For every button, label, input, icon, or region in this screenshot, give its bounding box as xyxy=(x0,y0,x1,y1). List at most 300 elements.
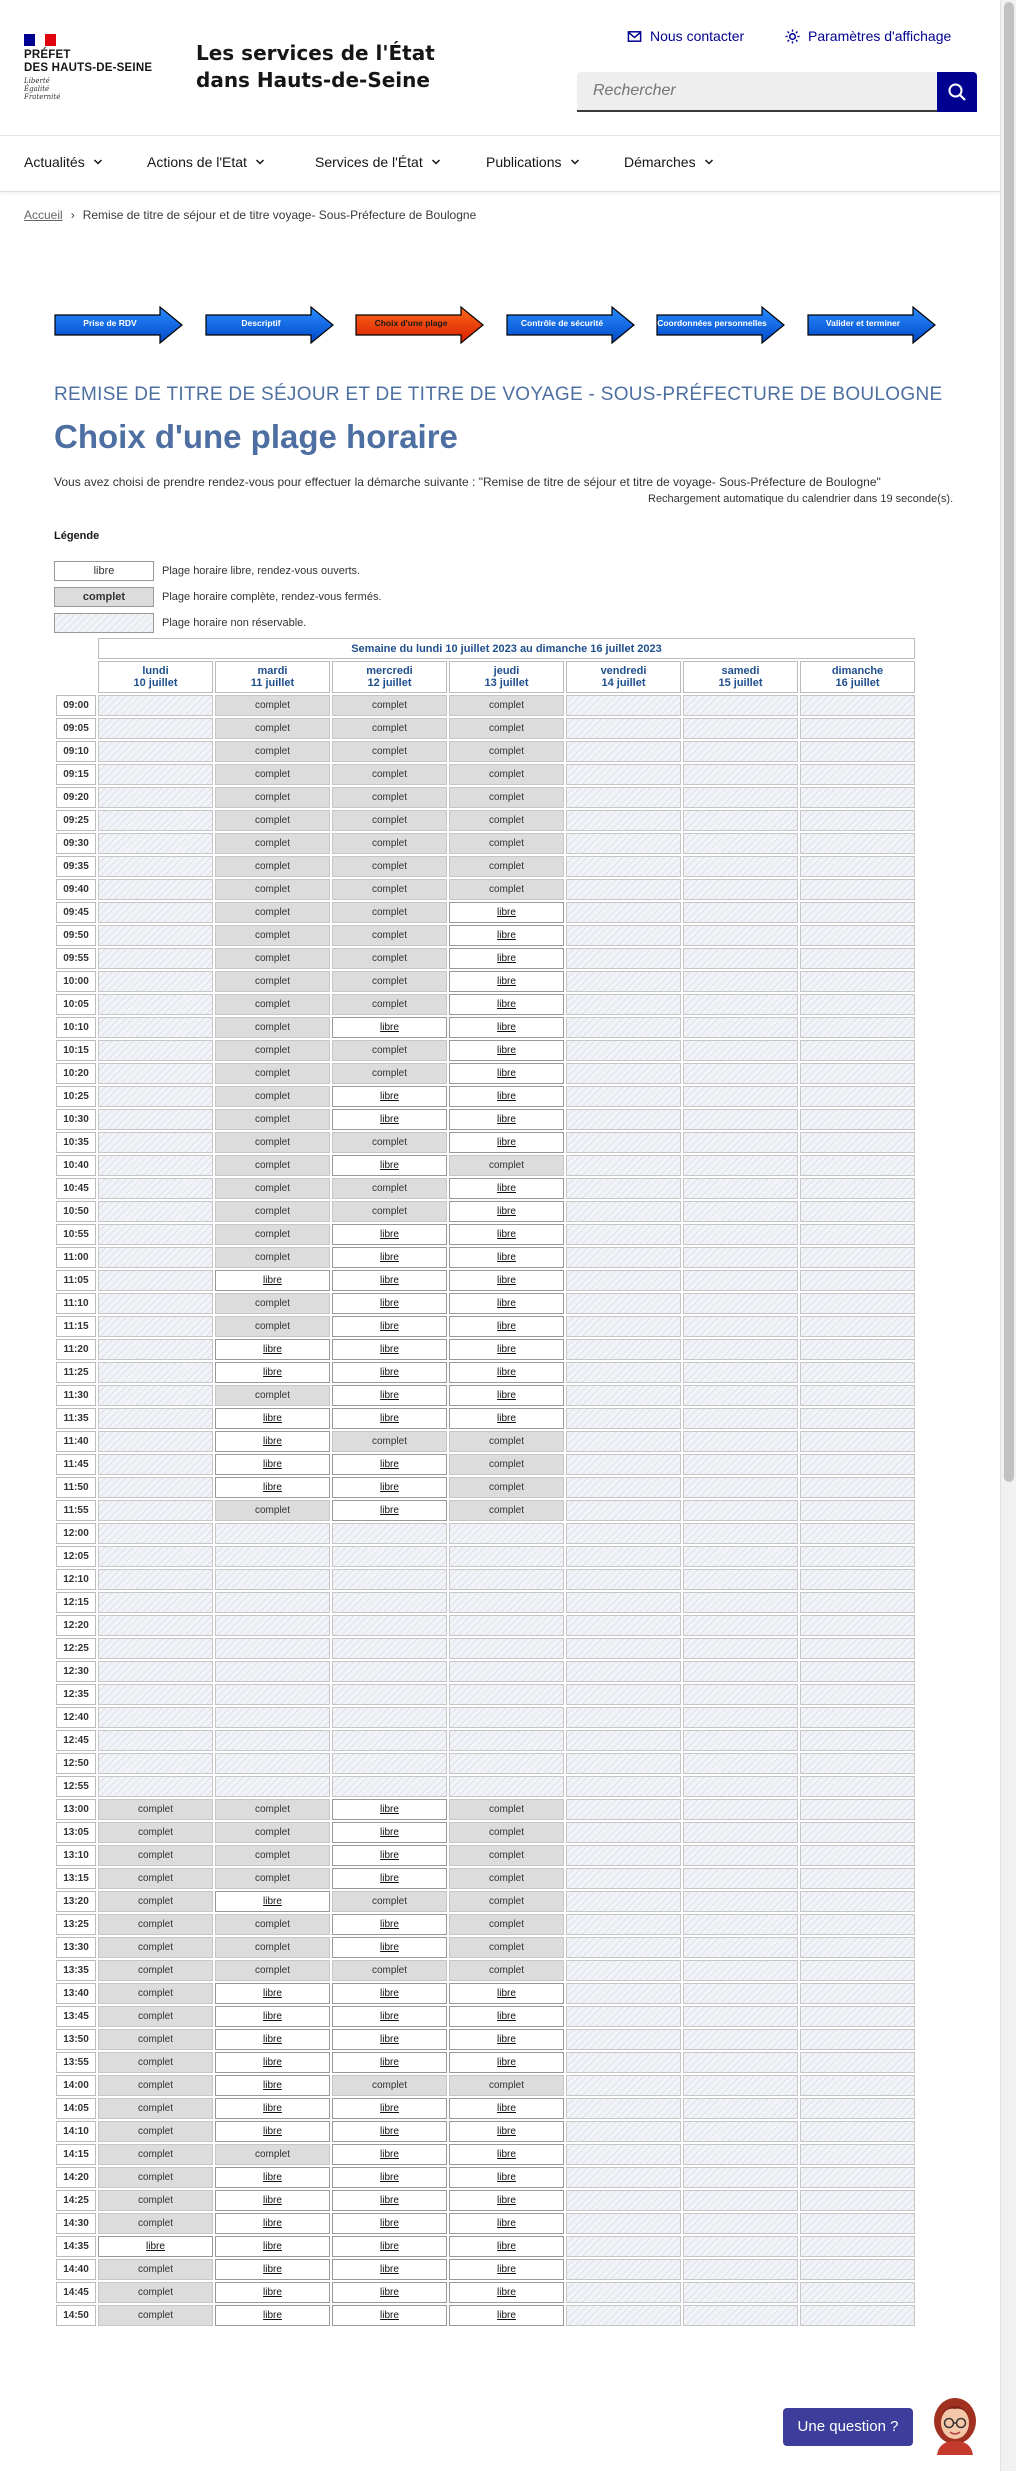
slot-free-link[interactable]: libre xyxy=(263,2126,282,2137)
slot-unavailable xyxy=(683,1063,798,1084)
time-row xyxy=(56,2098,915,2119)
site-title[interactable]: Les services de l'État dans Hauts-de-Seine xyxy=(196,41,435,92)
slot-unavailable xyxy=(800,1707,915,1728)
slot-free-link[interactable]: libre xyxy=(263,2310,282,2321)
slot-unavailable xyxy=(683,1431,798,1452)
slot-free-link[interactable]: libre xyxy=(380,1229,399,1240)
slot-free-link[interactable]: libre xyxy=(497,2011,516,2022)
day-header xyxy=(449,661,564,693)
slot-free[interactable] xyxy=(332,2121,447,2142)
slot-free[interactable] xyxy=(449,2144,564,2165)
slot-unavailable xyxy=(566,1799,681,1820)
slot-free[interactable] xyxy=(449,902,564,923)
slot-free[interactable] xyxy=(215,2052,330,2073)
slot-free-link[interactable]: libre xyxy=(380,2241,399,2252)
slot-free-link[interactable]: libre xyxy=(497,1367,516,1378)
slot-free-link[interactable]: libre xyxy=(497,2103,516,2114)
slot-full: complet xyxy=(449,718,564,739)
slot-full: complet xyxy=(449,1891,564,1912)
slot-free-link[interactable]: libre xyxy=(497,1413,516,1424)
slot-unavailable xyxy=(800,1569,915,1590)
slot-unavailable xyxy=(683,971,798,992)
slot-free-link[interactable]: libre xyxy=(380,2126,399,2137)
slot-unavailable xyxy=(683,833,798,854)
slot-free-link[interactable]: libre xyxy=(263,1436,282,1447)
slot-full: complet xyxy=(215,1017,330,1038)
slot-free-link[interactable]: libre xyxy=(263,2103,282,2114)
slot-full: complet xyxy=(449,1937,564,1958)
slot-unavailable xyxy=(683,1868,798,1889)
slot-free[interactable] xyxy=(215,2006,330,2027)
slot-free-link[interactable]: libre xyxy=(380,1344,399,1355)
slot-unavailable xyxy=(800,1224,915,1245)
slot-unavailable xyxy=(98,1201,213,1222)
slot-unavailable xyxy=(566,1684,681,1705)
slot-unavailable xyxy=(449,1615,564,1636)
slot-free[interactable] xyxy=(215,2259,330,2280)
slot-free[interactable] xyxy=(332,1224,447,1245)
slot-free-link[interactable]: libre xyxy=(263,1275,282,1286)
slot-free[interactable] xyxy=(449,1201,564,1222)
slot-full: complet xyxy=(332,810,447,831)
slot-unavailable xyxy=(449,1592,564,1613)
slot-free[interactable] xyxy=(332,1822,447,1843)
slot-free-link[interactable]: libre xyxy=(263,1413,282,1424)
slot-free[interactable] xyxy=(449,1132,564,1153)
slot-free-link[interactable]: libre xyxy=(380,1850,399,1861)
slot-free-link[interactable]: libre xyxy=(497,1321,516,1332)
slot-free[interactable] xyxy=(332,1109,447,1130)
slot-free[interactable] xyxy=(449,1178,564,1199)
booking-calendar xyxy=(54,636,917,2328)
slot-unavailable xyxy=(566,879,681,900)
slot-free-link[interactable]: libre xyxy=(497,2057,516,2068)
display-settings-link[interactable]: Paramètres d'affichage xyxy=(785,28,951,44)
slot-free-link[interactable]: libre xyxy=(380,1827,399,1838)
slot-unavailable xyxy=(98,902,213,923)
slot-free[interactable] xyxy=(449,1017,564,1038)
slot-free[interactable] xyxy=(215,1891,330,1912)
slot-unavailable xyxy=(566,1408,681,1429)
slot-free[interactable] xyxy=(449,2190,564,2211)
slot-free-link[interactable]: libre xyxy=(263,2241,282,2252)
slot-free[interactable] xyxy=(332,1914,447,1935)
slot-free-link[interactable]: libre xyxy=(263,2080,282,2091)
nav-item-publications[interactable]: Publications xyxy=(486,154,580,170)
slot-full: complet xyxy=(215,994,330,1015)
slot-free-link[interactable]: libre xyxy=(263,2287,282,2298)
slot-unavailable xyxy=(449,1546,564,1567)
slot-unavailable xyxy=(566,1293,681,1314)
slot-free[interactable] xyxy=(332,1937,447,1958)
slot-free-link[interactable]: libre xyxy=(497,2310,516,2321)
slot-free[interactable] xyxy=(449,2006,564,2027)
slot-free[interactable] xyxy=(215,1431,330,1452)
slot-free-link[interactable]: libre xyxy=(497,1091,516,1102)
slot-free[interactable] xyxy=(332,1983,447,2004)
scrollbar-thumb[interactable] xyxy=(1004,2,1014,1482)
slot-free[interactable] xyxy=(215,2029,330,2050)
slot-full: complet xyxy=(449,810,564,831)
slot-unavailable xyxy=(566,2282,681,2303)
slot-free[interactable] xyxy=(215,1983,330,2004)
slot-free-link[interactable]: libre xyxy=(380,1413,399,1424)
slot-unavailable xyxy=(332,1615,447,1636)
slot-free[interactable] xyxy=(332,2144,447,2165)
time-row xyxy=(56,787,915,808)
slot-free-link[interactable]: libre xyxy=(497,1298,516,1309)
slot-unavailable xyxy=(566,1109,681,1130)
slot-free-link[interactable]: libre xyxy=(497,1183,516,1194)
slot-free[interactable] xyxy=(332,1017,447,1038)
slot-unavailable xyxy=(800,1822,915,1843)
slot-free[interactable] xyxy=(449,2282,564,2303)
slot-unavailable xyxy=(449,1730,564,1751)
slot-free-link[interactable]: libre xyxy=(380,1919,399,1930)
slot-free[interactable] xyxy=(215,1454,330,1475)
time-row xyxy=(56,1845,915,1866)
slot-unavailable xyxy=(566,1339,681,1360)
slot-free-link[interactable]: libre xyxy=(497,1344,516,1355)
slot-free[interactable] xyxy=(449,1086,564,1107)
slot-unavailable xyxy=(566,994,681,1015)
slot-unavailable xyxy=(683,1684,798,1705)
slot-free-link[interactable]: libre xyxy=(380,1252,399,1263)
slot-free[interactable] xyxy=(215,2098,330,2119)
time-label: 13:00 xyxy=(56,1799,96,1820)
slot-free-link[interactable]: libre xyxy=(380,2218,399,2229)
search-bar xyxy=(577,72,977,112)
slot-unavailable xyxy=(683,902,798,923)
breadcrumb-home[interactable]: Accueil xyxy=(24,208,63,222)
slot-free[interactable] xyxy=(449,948,564,969)
slot-free[interactable] xyxy=(332,1477,447,1498)
slot-unavailable xyxy=(683,2121,798,2142)
slot-free[interactable] xyxy=(98,2236,213,2257)
slot-free-link[interactable]: libre xyxy=(497,2241,516,2252)
slot-unavailable xyxy=(800,1339,915,1360)
slot-free-link[interactable]: libre xyxy=(263,2034,282,2045)
slot-free-link[interactable]: libre xyxy=(497,1045,516,1056)
slot-free[interactable] xyxy=(332,1845,447,1866)
slot-free-link[interactable]: libre xyxy=(380,1873,399,1884)
search-input[interactable] xyxy=(577,72,937,112)
slot-free[interactable] xyxy=(449,1063,564,1084)
time-row xyxy=(56,1201,915,1222)
slot-free-link[interactable]: libre xyxy=(497,1068,516,1079)
slot-free-link[interactable]: libre xyxy=(497,2287,516,2298)
slot-free[interactable] xyxy=(449,1339,564,1360)
slot-free-link[interactable]: libre xyxy=(380,2103,399,2114)
slot-unavailable xyxy=(683,1132,798,1153)
slot-free-link[interactable]: libre xyxy=(497,1229,516,1240)
slot-free[interactable] xyxy=(215,2121,330,2142)
slot-free[interactable] xyxy=(332,2052,447,2073)
slot-free-link[interactable]: libre xyxy=(497,1022,516,1033)
slot-free-link[interactable]: libre xyxy=(380,1160,399,1171)
slot-unavailable xyxy=(98,856,213,877)
time-row xyxy=(56,1316,915,1337)
slot-free[interactable] xyxy=(449,2052,564,2073)
slot-full: complet xyxy=(98,1822,213,1843)
time-row xyxy=(56,856,915,877)
slot-unavailable xyxy=(683,1086,798,1107)
slot-unavailable xyxy=(800,1845,915,1866)
slot-free[interactable] xyxy=(449,2167,564,2188)
nav-item-actions-etat[interactable]: Actions de l'Etat xyxy=(147,154,265,170)
slot-free[interactable] xyxy=(449,1270,564,1291)
slot-free-link[interactable]: libre xyxy=(263,2172,282,2183)
slot-free[interactable] xyxy=(449,2213,564,2234)
slot-unavailable xyxy=(566,925,681,946)
slot-free-link[interactable]: libre xyxy=(497,2126,516,2137)
slot-free[interactable] xyxy=(215,1339,330,1360)
slot-free[interactable] xyxy=(332,1868,447,1889)
slot-unavailable xyxy=(800,1592,915,1613)
slot-free[interactable] xyxy=(332,1454,447,1475)
slot-free[interactable] xyxy=(449,1040,564,1061)
slot-free-link[interactable]: libre xyxy=(380,2149,399,2160)
slot-free-link[interactable]: libre xyxy=(497,2034,516,2045)
slot-free[interactable] xyxy=(215,1408,330,1429)
slot-free[interactable] xyxy=(332,1500,447,1521)
slot-full: complet xyxy=(449,1155,564,1176)
slot-full: complet xyxy=(332,787,447,808)
slot-free[interactable] xyxy=(449,2236,564,2257)
slot-free[interactable] xyxy=(332,2006,447,2027)
slot-free[interactable] xyxy=(449,2029,564,2050)
slot-free-link[interactable]: libre xyxy=(380,2011,399,2022)
slot-free[interactable] xyxy=(332,1270,447,1291)
slot-free[interactable] xyxy=(215,2167,330,2188)
time-label: 13:25 xyxy=(56,1914,96,1935)
slot-free-link[interactable]: libre xyxy=(380,1367,399,1378)
slot-full: complet xyxy=(332,1960,447,1981)
slot-free-link[interactable]: libre xyxy=(380,2287,399,2298)
slot-free-link[interactable]: libre xyxy=(497,953,516,964)
slot-free-link[interactable]: libre xyxy=(263,1344,282,1355)
slot-unavailable xyxy=(683,1040,798,1061)
page-scrollbar[interactable] xyxy=(1000,0,1016,2471)
slot-free-link[interactable]: libre xyxy=(497,999,516,1010)
slot-free[interactable] xyxy=(332,2167,447,2188)
slot-unavailable xyxy=(449,1776,564,1797)
slot-free-link[interactable]: libre xyxy=(497,1390,516,1401)
time-row xyxy=(56,1914,915,1935)
slot-free[interactable] xyxy=(215,2190,330,2211)
slot-free-link[interactable]: libre xyxy=(263,2264,282,2275)
slot-free-link[interactable]: libre xyxy=(380,1390,399,1401)
slot-unavailable xyxy=(566,1753,681,1774)
slot-free[interactable] xyxy=(449,1109,564,1130)
time-row xyxy=(56,2305,915,2326)
slot-free[interactable] xyxy=(332,2259,447,2280)
slot-free-link[interactable]: libre xyxy=(380,2034,399,2045)
slot-free[interactable] xyxy=(215,2305,330,2326)
slot-unavailable xyxy=(800,1109,915,1130)
time-row xyxy=(56,2190,915,2211)
slot-free[interactable] xyxy=(332,2029,447,2050)
slot-free[interactable] xyxy=(332,2282,447,2303)
slot-unavailable xyxy=(683,787,798,808)
slot-free-link[interactable]: libre xyxy=(263,1896,282,1907)
slot-free-link[interactable]: libre xyxy=(497,1114,516,1125)
slot-unavailable xyxy=(566,741,681,762)
slot-unavailable xyxy=(800,1431,915,1452)
slot-free-link[interactable]: libre xyxy=(380,2310,399,2321)
chat-button[interactable]: Une question ? xyxy=(783,2408,913,2446)
slot-unavailable xyxy=(566,1224,681,1245)
slot-free[interactable] xyxy=(215,2213,330,2234)
slot-free[interactable] xyxy=(332,1247,447,1268)
slot-free-link[interactable]: libre xyxy=(380,1482,399,1493)
time-label: 13:10 xyxy=(56,1845,96,1866)
slot-free[interactable] xyxy=(449,2259,564,2280)
slot-free[interactable] xyxy=(449,994,564,1015)
slot-free[interactable] xyxy=(449,2305,564,2326)
slot-full: complet xyxy=(332,948,447,969)
step-label: Choix d'une plage xyxy=(374,318,448,328)
slot-free-link[interactable]: libre xyxy=(380,1091,399,1102)
slot-free[interactable] xyxy=(332,1086,447,1107)
chat-assistant-avatar[interactable] xyxy=(929,2393,981,2455)
slot-unavailable xyxy=(566,1523,681,1544)
slot-free-link[interactable]: libre xyxy=(263,2218,282,2229)
slot-free[interactable] xyxy=(332,1155,447,1176)
slot-free-link[interactable]: libre xyxy=(263,1988,282,1999)
slot-free[interactable] xyxy=(332,2098,447,2119)
slot-free[interactable] xyxy=(215,1362,330,1383)
slot-free-link[interactable]: libre xyxy=(146,2241,165,2252)
slot-unavailable xyxy=(98,1293,213,1314)
nav-item-demarches[interactable]: Démarches xyxy=(624,154,714,170)
slot-free[interactable] xyxy=(215,2236,330,2257)
slot-full: complet xyxy=(98,2006,213,2027)
slot-free-link[interactable]: libre xyxy=(380,2172,399,2183)
slot-free-link[interactable]: libre xyxy=(497,1252,516,1263)
slot-free-link[interactable]: libre xyxy=(497,1988,516,1999)
time-label: 10:55 xyxy=(56,1224,96,1245)
slot-free-link[interactable]: libre xyxy=(380,1988,399,1999)
slot-free[interactable] xyxy=(449,1362,564,1383)
slot-free-link[interactable]: libre xyxy=(380,1321,399,1332)
slot-unavailable xyxy=(683,1316,798,1337)
slot-free-link[interactable]: libre xyxy=(497,1137,516,1148)
time-label: 10:45 xyxy=(56,1178,96,1199)
slot-free[interactable] xyxy=(332,2236,447,2257)
slot-free-link[interactable]: libre xyxy=(380,1459,399,1470)
slot-unavailable xyxy=(566,1132,681,1153)
slot-free[interactable] xyxy=(332,1799,447,1820)
slot-free[interactable] xyxy=(449,971,564,992)
slot-free-link[interactable]: libre xyxy=(380,1114,399,1125)
time-row xyxy=(56,1592,915,1613)
prefecture-logo-title[interactable]: PRÉFET DES HAUTS-DE-SEINE xyxy=(24,49,153,74)
slot-free[interactable] xyxy=(215,1270,330,1291)
slot-free[interactable] xyxy=(332,2213,447,2234)
slot-free-link[interactable]: libre xyxy=(380,1804,399,1815)
slot-free-link[interactable]: libre xyxy=(497,2218,516,2229)
time-row xyxy=(56,1408,915,1429)
slot-free-link[interactable]: libre xyxy=(380,1942,399,1953)
slot-free-link[interactable]: libre xyxy=(380,1298,399,1309)
slot-free[interactable] xyxy=(215,2075,330,2096)
nav-item-services-etat[interactable]: Services de l'État xyxy=(315,154,441,170)
slot-free[interactable] xyxy=(449,1247,564,1268)
slot-free[interactable] xyxy=(449,1316,564,1337)
slot-free-link[interactable]: libre xyxy=(497,907,516,918)
slot-free-link[interactable]: libre xyxy=(497,2195,516,2206)
slot-free-link[interactable]: libre xyxy=(497,976,516,987)
slot-free[interactable] xyxy=(332,1362,447,1383)
slot-free[interactable] xyxy=(449,1385,564,1406)
slot-free[interactable] xyxy=(449,925,564,946)
slot-free[interactable] xyxy=(332,1339,447,1360)
slot-free-link[interactable]: libre xyxy=(380,2195,399,2206)
slot-free-link[interactable]: libre xyxy=(380,2264,399,2275)
slot-free[interactable] xyxy=(215,1477,330,1498)
time-label: 13:05 xyxy=(56,1822,96,1843)
slot-unavailable xyxy=(683,925,798,946)
slot-full: complet xyxy=(98,1891,213,1912)
slot-free-link[interactable]: libre xyxy=(263,2011,282,2022)
slot-free-link[interactable]: libre xyxy=(497,1275,516,1286)
slot-full: complet xyxy=(215,695,330,716)
slot-unavailable xyxy=(332,1523,447,1544)
slot-free[interactable] xyxy=(449,1293,564,1314)
slot-free[interactable] xyxy=(332,1385,447,1406)
slot-free-link[interactable]: libre xyxy=(497,2149,516,2160)
slot-free[interactable] xyxy=(449,2098,564,2119)
slot-free[interactable] xyxy=(332,2305,447,2326)
slot-free-link[interactable]: libre xyxy=(380,1022,399,1033)
slot-free-link[interactable]: libre xyxy=(263,1367,282,1378)
slot-free-link[interactable]: libre xyxy=(380,1505,399,1516)
slot-free-link[interactable]: libre xyxy=(497,930,516,941)
day-name: lundi xyxy=(142,665,169,677)
chevron-right-icon: › xyxy=(70,208,75,222)
slot-free[interactable] xyxy=(332,1408,447,1429)
contact-link[interactable]: Nous contacter xyxy=(627,28,744,44)
slot-free-link[interactable]: libre xyxy=(380,1275,399,1286)
slot-free[interactable] xyxy=(332,2190,447,2211)
slot-free[interactable] xyxy=(332,1316,447,1337)
slot-free[interactable] xyxy=(449,1408,564,1429)
slot-free-link[interactable]: libre xyxy=(380,2057,399,2068)
slot-free-link[interactable]: libre xyxy=(263,2057,282,2068)
nav-item-actualites[interactable]: Actualités xyxy=(24,154,103,170)
slot-free[interactable] xyxy=(215,2282,330,2303)
slot-free-link[interactable]: libre xyxy=(263,2195,282,2206)
slot-unavailable xyxy=(98,1247,213,1268)
slot-free-link[interactable]: libre xyxy=(497,1206,516,1217)
time-label: 10:40 xyxy=(56,1155,96,1176)
search-button[interactable] xyxy=(937,72,977,112)
time-label: 10:10 xyxy=(56,1017,96,1038)
time-label: 10:25 xyxy=(56,1086,96,1107)
slot-free-link[interactable]: libre xyxy=(263,1482,282,1493)
slot-free-link[interactable]: libre xyxy=(263,1459,282,1470)
slot-unavailable xyxy=(683,994,798,1015)
slot-free-link[interactable]: libre xyxy=(497,2172,516,2183)
slot-free-link[interactable]: libre xyxy=(497,2264,516,2275)
slot-free[interactable] xyxy=(332,1293,447,1314)
slot-unavailable xyxy=(98,1086,213,1107)
slot-free[interactable] xyxy=(449,1224,564,1245)
slot-free[interactable] xyxy=(449,2121,564,2142)
slot-full: complet xyxy=(332,1201,447,1222)
slot-free[interactable] xyxy=(449,1983,564,2004)
